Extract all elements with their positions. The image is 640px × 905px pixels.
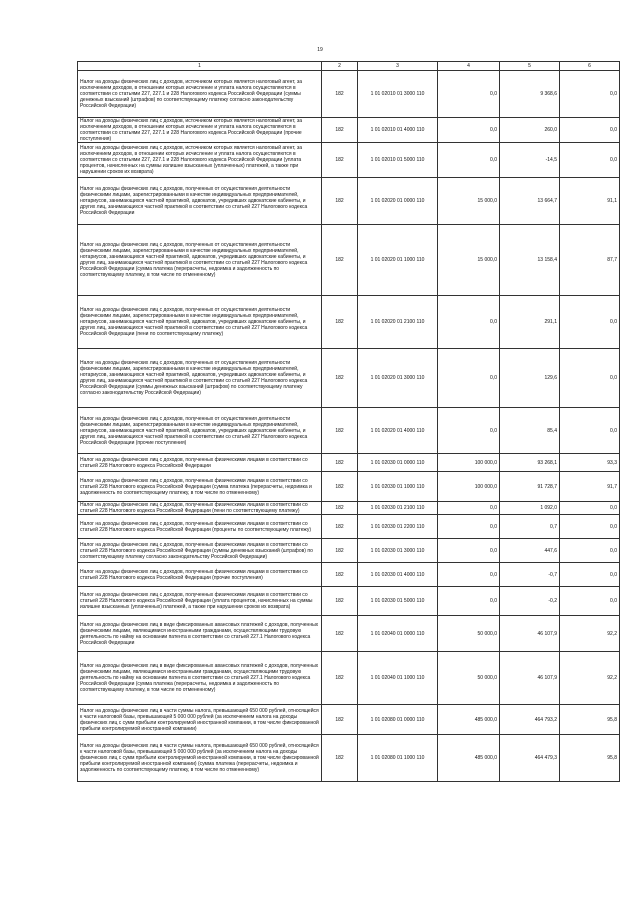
revenue-name-cell: Налог на доходы физических лиц с доходов, полученных от осуществления деятельности физическими лицами, зарегистрированными в качестве индивидуальных предпринимателей, нотариусов, занимающихся частной практикой, адвокатов, учредивших адвокатские кабинеты, и других лиц, занимающихся частной практикой в соответствии со статьей 227 Налогового кодекса Российской Федерации xyxy=(78,178,322,225)
revenue-name-cell: Налог на доходы физических лиц в части суммы налога, превышающей 650 000 рублей, относящейся к части налоговой базы, превышающей 5 000 000 рублей (за исключением налога на доходы физических лиц с сумм прибыли контролируемой иностранной компании, в том числе фиксированной прибыли контролируемой иностранной компании) (сумма платежа (перерасчеты, недоимка и задолженность по соответствующему платежу, в том числе по отмененному) xyxy=(78,735,322,782)
revenue-name-cell: Налог на доходы физических лиц в виде фиксированных авансовых платежей с доходов, полученных физическими лицами, являющимися иностранными гражданами, осуществляющими трудовую деятельность по найму на основании патента в соответствии со статьей 227.1 Налогового кодекса Российской Федерации xyxy=(78,616,322,652)
percent-cell: 0,0 xyxy=(560,71,620,118)
admin-code-cell: 182 xyxy=(322,652,358,705)
table-row xyxy=(78,652,620,705)
table-row xyxy=(78,502,620,515)
budget-code-cell: 1 01 02030 01 0000 110 xyxy=(358,454,438,472)
admin-code-cell: 182 xyxy=(322,225,358,296)
actual-amount-cell: 9 368,6 xyxy=(500,71,560,118)
budget-code-cell: 1 01 02030 01 2200 110 xyxy=(358,515,438,539)
revenue-name-cell: Налог на доходы физических лиц с доходов, источником которых является налоговый агент, за исключением доходов, в отношении которых исчисление и уплата налога осуществляются в соответствии со статьями 227, 227.1 и 228 Налогового кодекса Российской Федерации (уплата процентов, начисленных на суммы излишне взысканных (уплаченных) платежей, а также при нарушении сроков их возврата) xyxy=(78,143,322,178)
table-row xyxy=(78,563,620,587)
revenue-name-cell: Налог на доходы физических лиц с доходов, полученных физическими лицами в соответствии со статьей 228 Налогового кодекса Российской Федерации (прочие поступления) xyxy=(78,563,322,587)
actual-amount-cell: 464 793,2 xyxy=(500,705,560,735)
table-row xyxy=(78,472,620,502)
actual-amount-cell: 46 107,9 xyxy=(500,616,560,652)
admin-code-cell: 182 xyxy=(322,539,358,563)
revenue-name-cell: Налог на доходы физических лиц с доходов, полученных от осуществления деятельности физическими лицами, зарегистрированными в качестве индивидуальных предпринимателей, нотариусов, занимающихся частной практикой, адвокатов, учредивших адвокатские кабинеты, и других лиц, занимающихся частной практикой в соответствии со статьей 227 Налогового кодекса Российской Федерации (прочие поступления) xyxy=(78,408,322,454)
table-row xyxy=(78,408,620,454)
plan-amount-cell: 100 000,0 xyxy=(438,454,500,472)
percent-cell: 0,0 xyxy=(560,515,620,539)
revenue-name-cell: Налог на доходы физических лиц с доходов, полученных физическими лицами в соответствии со статьей 228 Налогового кодекса Российской Федерации (сумма платежа (перерасчеты, недоимка и задолженность по соответствующему платежу, в том числе по отмененному) xyxy=(78,472,322,502)
budget-code-cell: 1 01 02010 01 3000 110 xyxy=(358,71,438,118)
table-row xyxy=(78,178,620,225)
admin-code-cell: 182 xyxy=(322,143,358,178)
actual-amount-cell: 13 158,4 xyxy=(500,225,560,296)
plan-amount-cell: 0,0 xyxy=(438,349,500,408)
admin-code-cell: 182 xyxy=(322,587,358,616)
budget-code-cell: 1 01 02030 01 4000 110 xyxy=(358,563,438,587)
table-row xyxy=(78,118,620,143)
budget-code-cell: 1 01 02010 01 5000 110 xyxy=(358,143,438,178)
percent-cell: 0,0 xyxy=(560,587,620,616)
actual-amount-cell: 291,1 xyxy=(500,296,560,349)
plan-amount-cell: 15 000,0 xyxy=(438,178,500,225)
table-row xyxy=(78,143,620,178)
plan-amount-cell: 50 000,0 xyxy=(438,652,500,705)
table-row xyxy=(78,349,620,408)
actual-amount-cell: 13 664,7 xyxy=(500,178,560,225)
budget-code-cell: 1 01 02030 01 1000 110 xyxy=(358,472,438,502)
table-row xyxy=(78,735,620,782)
revenue-name-cell: Налог на доходы физических лиц с доходов, полученных физическими лицами в соответствии со статьей 228 Налогового кодекса Российской Федерации (пени по соответствующему платежу) xyxy=(78,502,322,515)
plan-amount-cell: 0,0 xyxy=(438,587,500,616)
actual-amount-cell: -0,7 xyxy=(500,563,560,587)
admin-code-cell: 182 xyxy=(322,118,358,143)
table-header-row xyxy=(78,62,620,71)
plan-amount-cell: 485 000,0 xyxy=(438,735,500,782)
revenue-name-cell: Налог на доходы физических лиц с доходов, источником которых является налоговый агент, за исключением доходов, в отношении которых исчисление и уплата налога осуществляются в соответствии со статьями 227, 227.1 и 228 Налогового кодекса Российской Федерации (суммы денежных взысканий (штрафов) по соответствующему платежу согласно законодательству Российской Федерации) xyxy=(78,71,322,118)
percent-cell: 95,8 xyxy=(560,705,620,735)
admin-code-cell: 182 xyxy=(322,705,358,735)
table-row xyxy=(78,539,620,563)
admin-code-cell: 182 xyxy=(322,502,358,515)
admin-code-cell: 182 xyxy=(322,408,358,454)
actual-amount-cell: 46 107,9 xyxy=(500,652,560,705)
plan-amount-cell: 0,0 xyxy=(438,539,500,563)
actual-amount-cell: 91 728,7 xyxy=(500,472,560,502)
plan-amount-cell: 0,0 xyxy=(438,143,500,178)
plan-amount-cell: 0,0 xyxy=(438,296,500,349)
actual-amount-cell: 85,4 xyxy=(500,408,560,454)
actual-amount-cell: 447,6 xyxy=(500,539,560,563)
actual-amount-cell: 1 092,0 xyxy=(500,502,560,515)
percent-cell: 95,8 xyxy=(560,735,620,782)
actual-amount-cell: 260,0 xyxy=(500,118,560,143)
plan-amount-cell: 0,0 xyxy=(438,408,500,454)
table-row xyxy=(78,616,620,652)
percent-cell: 0,0 xyxy=(560,563,620,587)
budget-code-cell: 1 01 02020 01 4000 110 xyxy=(358,408,438,454)
column-header: 2 xyxy=(322,62,358,71)
table-row xyxy=(78,515,620,539)
percent-cell: 92,2 xyxy=(560,616,620,652)
admin-code-cell: 182 xyxy=(322,349,358,408)
budget-code-cell: 1 01 02010 01 4000 110 xyxy=(358,118,438,143)
column-header: 1 xyxy=(78,62,322,71)
budget-code-cell: 1 01 02020 01 3000 110 xyxy=(358,349,438,408)
percent-cell: 0,0 xyxy=(560,118,620,143)
revenue-name-cell: Налог на доходы физических лиц с доходов, полученных от осуществления деятельности физическими лицами, зарегистрированными в качестве индивидуальных предпринимателей, нотариусов, занимающихся частной практикой, адвокатов, учредивших адвокатские кабинеты, и других лиц, занимающихся частной практикой в соответствии со статьей 227 Налогового кодекса Российской Федерации (сумма платежа (перерасчеты, недоимка и задолженность по соответствующему платежу, в том числе по отмененному) xyxy=(78,225,322,296)
admin-code-cell: 182 xyxy=(322,735,358,782)
table-row xyxy=(78,225,620,296)
column-header: 5 xyxy=(500,62,560,71)
plan-amount-cell: 15 000,0 xyxy=(438,225,500,296)
revenue-name-cell: Налог на доходы физических лиц с доходов, полученных физическими лицами в соответствии со статьей 228 Налогового кодекса Российской Федерации (проценты по соответствующему платежу) xyxy=(78,515,322,539)
admin-code-cell: 182 xyxy=(322,454,358,472)
budget-code-cell: 1 01 02030 01 5000 110 xyxy=(358,587,438,616)
budget-code-cell: 1 01 02030 01 3000 110 xyxy=(358,539,438,563)
percent-cell: 92,2 xyxy=(560,652,620,705)
table-row xyxy=(78,705,620,735)
revenue-name-cell: Налог на доходы физических лиц с доходов, источником которых является налоговый агент, за исключением доходов, в отношении которых исчисление и уплата налога осуществляются в соответствии со статьями 227, 227.1 и 228 Налогового кодекса Российской Федерации (прочие поступления) xyxy=(78,118,322,143)
actual-amount-cell: 129,6 xyxy=(500,349,560,408)
revenue-name-cell: Налог на доходы физических лиц в виде фиксированных авансовых платежей с доходов, полученных физическими лицами, являющимися иностранными гражданами, осуществляющими трудовую деятельность по найму на основании патента в соответствии со статьей 227.1 Налогового кодекса Российской Федерации (сумма платежа (перерасчеты, недоимка и задолженность по соответствующему платежу, в том числе по отмененному) xyxy=(78,652,322,705)
column-header: 3 xyxy=(358,62,438,71)
revenue-name-cell: Налог на доходы физических лиц с доходов, полученных физическими лицами в соответствии со статьей 228 Налогового кодекса Российской Федерации (уплата процентов, начисленных на суммы излишне взысканных (уплаченных) платежей, а также при нарушении сроков их возврата) xyxy=(78,587,322,616)
table-row xyxy=(78,296,620,349)
plan-amount-cell: 0,0 xyxy=(438,502,500,515)
plan-amount-cell: 0,0 xyxy=(438,563,500,587)
column-header: 4 xyxy=(438,62,500,71)
percent-cell: 93,3 xyxy=(560,454,620,472)
revenue-name-cell: Налог на доходы физических лиц с доходов, полученных от осуществления деятельности физическими лицами, зарегистрированными в качестве индивидуальных предпринимателей, нотариусов, занимающихся частной практикой, адвокатов, учредивших адвокатские кабинеты, и других лиц, занимающихся частной практикой в соответствии со статьей 227 Налогового кодекса Российской Федерации (суммы денежных взысканий (штрафов) по соответствующему платежу согласно законодательству Российской Федерации) xyxy=(78,349,322,408)
actual-amount-cell: -0,2 xyxy=(500,587,560,616)
budget-code-cell: 1 01 02020 01 1000 110 xyxy=(358,225,438,296)
percent-cell: 91,7 xyxy=(560,472,620,502)
actual-amount-cell: -14,5 xyxy=(500,143,560,178)
revenue-table xyxy=(77,61,620,782)
actual-amount-cell: 93 268,1 xyxy=(500,454,560,472)
budget-code-cell: 1 01 02030 01 2100 110 xyxy=(358,502,438,515)
admin-code-cell: 182 xyxy=(322,616,358,652)
percent-cell: 87,7 xyxy=(560,225,620,296)
revenue-name-cell: Налог на доходы физических лиц в части суммы налога, превышающей 650 000 рублей, относящейся к части налоговой базы, превышающей 5 000 000 рублей (за исключением налога на доходы физических лиц с сумм прибыли контролируемой иностранной компании, в том числе фиксированной прибыли контролируемой иностранной компании) xyxy=(78,705,322,735)
table-row xyxy=(78,454,620,472)
budget-code-cell: 1 01 02080 01 0000 110 xyxy=(358,705,438,735)
budget-code-cell: 1 01 02020 01 2100 110 xyxy=(358,296,438,349)
table-row xyxy=(78,71,620,118)
admin-code-cell: 182 xyxy=(322,296,358,349)
column-header: 6 xyxy=(560,62,620,71)
actual-amount-cell: 0,7 xyxy=(500,515,560,539)
budget-code-cell: 1 01 02040 01 0000 110 xyxy=(358,616,438,652)
budget-code-cell: 1 01 02040 01 1000 110 xyxy=(358,652,438,705)
budget-code-cell: 1 01 02020 01 0000 110 xyxy=(358,178,438,225)
plan-amount-cell: 485 000,0 xyxy=(438,705,500,735)
admin-code-cell: 182 xyxy=(322,178,358,225)
actual-amount-cell: 464 479,3 xyxy=(500,735,560,782)
admin-code-cell: 182 xyxy=(322,472,358,502)
plan-amount-cell: 0,0 xyxy=(438,71,500,118)
percent-cell: 0,0 xyxy=(560,539,620,563)
revenue-name-cell: Налог на доходы физических лиц с доходов, полученных физическими лицами в соответствии со статьей 228 Налогового кодекса Российской Федерации (суммы денежных взысканий (штрафов) по соответствующему платежу согласно законодательству Российской Федерации) xyxy=(78,539,322,563)
admin-code-cell: 182 xyxy=(322,71,358,118)
admin-code-cell: 182 xyxy=(322,563,358,587)
plan-amount-cell: 50 000,0 xyxy=(438,616,500,652)
revenue-name-cell: Налог на доходы физических лиц с доходов, полученных физическими лицами в соответствии со статьей 228 Налогового кодекса Российской Федерации xyxy=(78,454,322,472)
revenue-name-cell: Налог на доходы физических лиц с доходов, полученных от осуществления деятельности физическими лицами, зарегистрированными в качестве индивидуальных предпринимателей, нотариусов, занимающихся частной практикой, адвокатов, учредивших адвокатские кабинеты, и других лиц, занимающихся частной практикой в соответствии со статьей 227 Налогового кодекса Российской Федерации (пени по соответствующему платежу) xyxy=(78,296,322,349)
percent-cell: 0,0 xyxy=(560,349,620,408)
page-number: 19 xyxy=(317,47,323,53)
plan-amount-cell: 0,0 xyxy=(438,515,500,539)
budget-code-cell: 1 01 02080 01 1000 110 xyxy=(358,735,438,782)
plan-amount-cell: 100 000,0 xyxy=(438,472,500,502)
percent-cell: 91,1 xyxy=(560,178,620,225)
percent-cell: 0,0 xyxy=(560,502,620,515)
table-row xyxy=(78,587,620,616)
admin-code-cell: 182 xyxy=(322,515,358,539)
percent-cell: 0,0 xyxy=(560,296,620,349)
percent-cell: 0,0 xyxy=(560,143,620,178)
percent-cell: 0,0 xyxy=(560,408,620,454)
plan-amount-cell: 0,0 xyxy=(438,118,500,143)
